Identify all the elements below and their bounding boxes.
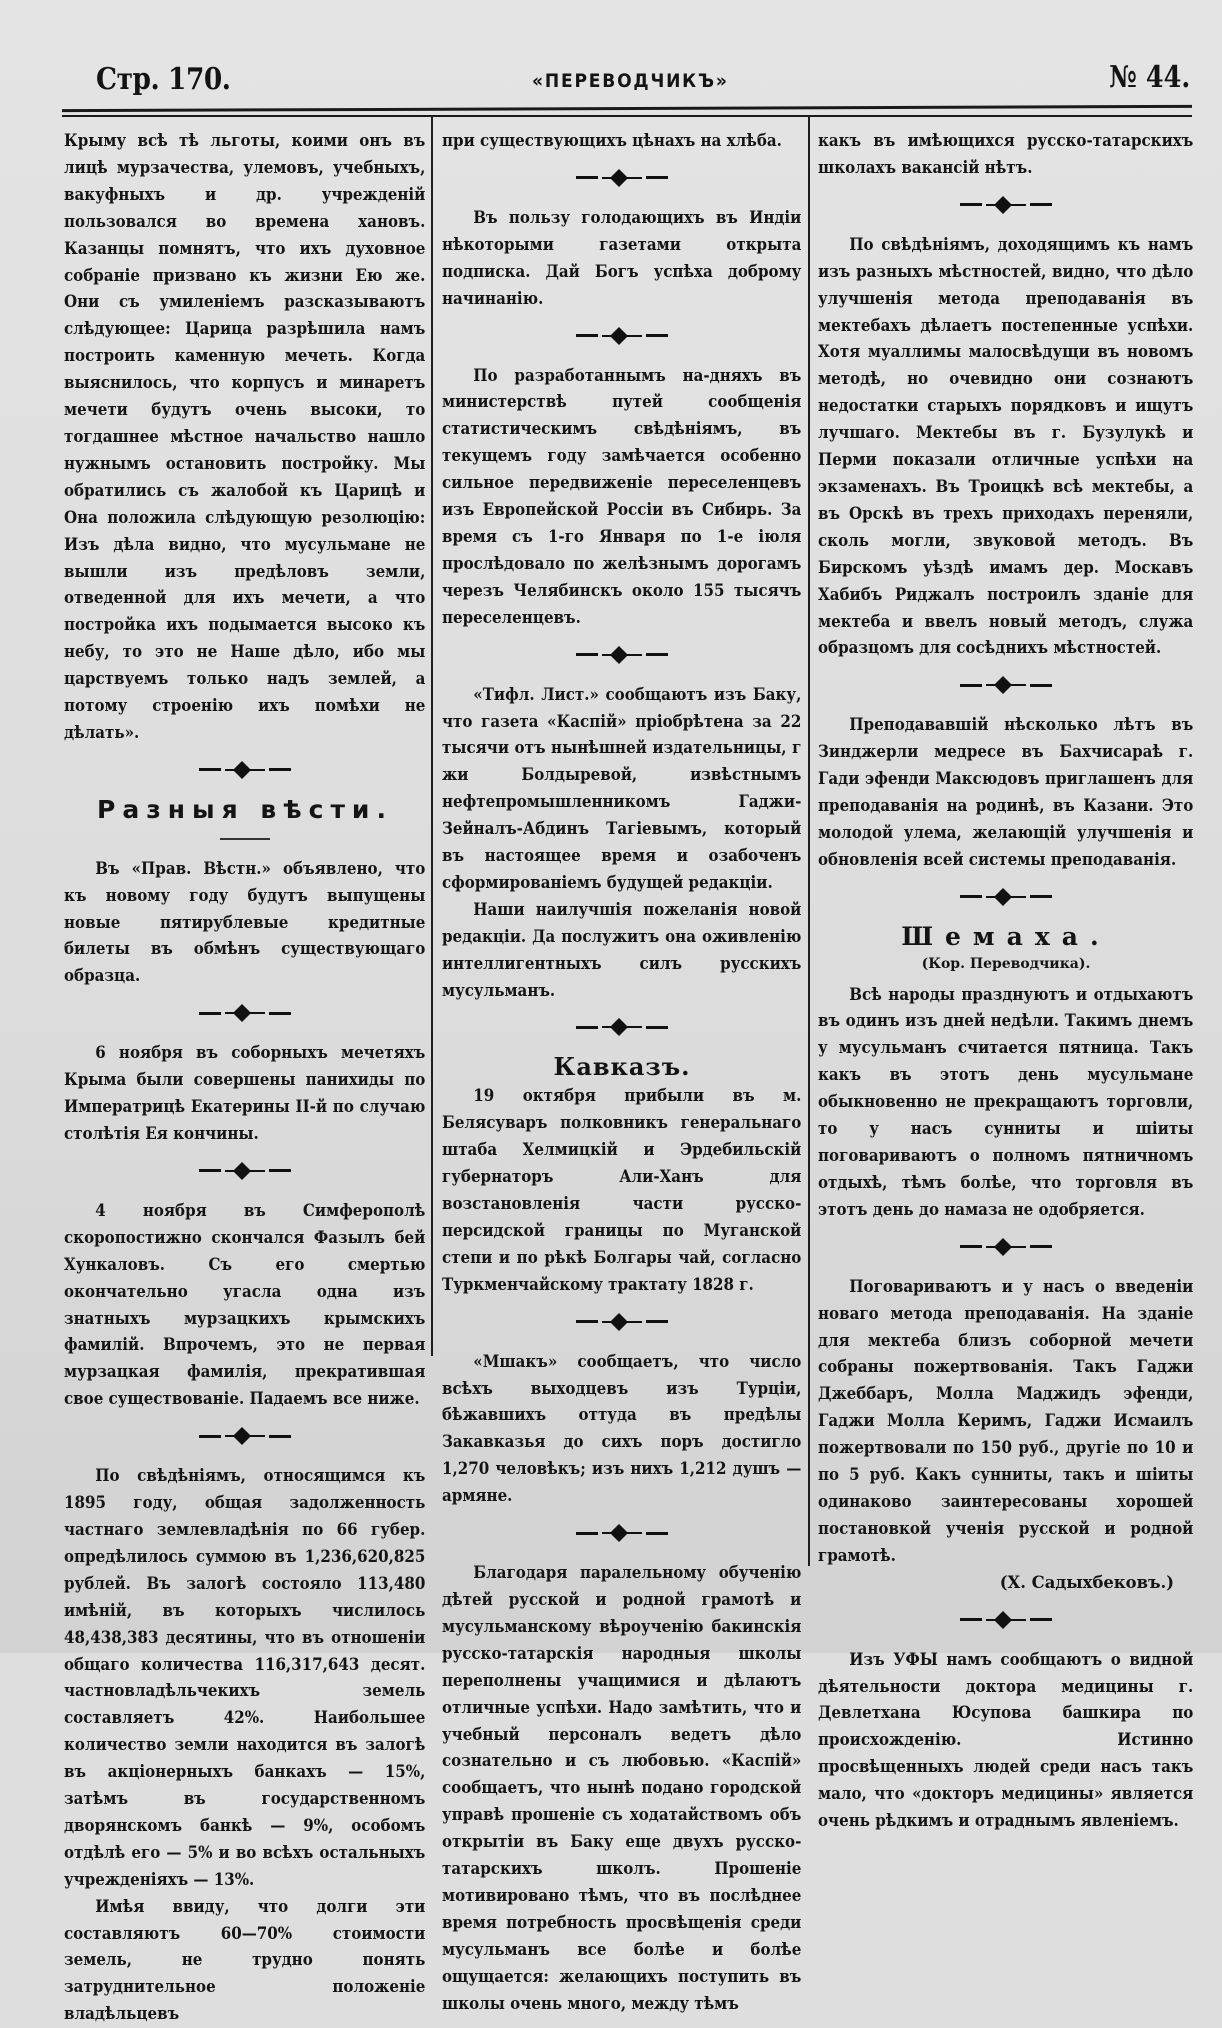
- column-divider-1: [431, 116, 433, 1356]
- article-paragraph: при существующихъ цѣнахъ на хлѣба.: [442, 131, 782, 150]
- ornament-divider: [64, 1417, 426, 1455]
- header-rule-bottom: [62, 115, 1192, 117]
- ornament-divider: [818, 666, 1194, 704]
- correspondent-byline: (Кор. Переводчика).: [921, 955, 1091, 972]
- ornament-divider: [442, 159, 802, 197]
- diamond-ornament-icon: [602, 647, 642, 663]
- section-heading: Кавказъ.: [553, 1052, 691, 1082]
- article-paragraph: Благодаря паралельному обученію дѣтей русской и родной грамотѣ и мусульманскому вѣроученію бакинскія русско-татарскія народныя школы переполнены учащимися и дѣлаютъ отличные успѣхи. Надо замѣтить, что и учебный персоналъ ведетъ дѣло сознательно и съ любовью. «Каспій» сообщаетъ, что нынѣ подано городской управѣ прошеніе съ ходатайствомъ объ открытіи въ Баку еще двухъ русско-татарскихъ школъ. Прошеніе мотивировано тѣмъ, что въ послѣднее время потребность просвѣщенія среди мусульманъ все болѣе и болѣе ощущается: желающихъ поступить въ школы очень много, между тѣмъ: [442, 1563, 802, 2013]
- diamond-ornament-icon: [225, 1428, 265, 1444]
- article-paragraph: Преподававшій нѣсколько лѣтъ въ Зинджерли медресе въ Бахчисараѣ г. Гади эфенди Максюдовъ приглашенъ для преподаванія на родинѣ, въ Казани. Это молодой улема, желающій улучшенія и обновленія всей системы преподаванія.: [818, 715, 1194, 869]
- diamond-ornament-icon: [602, 1314, 642, 1330]
- ornament-divider: [442, 1008, 802, 1046]
- article-paragraph: Изъ УФЫ намъ сообщаютъ о видной дѣятельности доктора медицины г. Девлетхана Юсупова башкира по происхожденію. Истинно просвѣщенныхъ людей среди насъ такъ мало, что «докторъ медицины» является очень рѣдкимъ и отраднымъ явленіемъ.: [818, 1649, 1194, 1831]
- article-paragraph: 4 ноября въ Симферополѣ скоропостижно скончался Фазылъ бей Хункаловъ. Съ его смертью окончательно угасла одна изъ знатныхъ мурзацкихъ крымскихъ фамилій. Впрочемъ, это не первая мурзацкая фамилія, прекратившая свое существованіе. Падаемъ все ниже.: [64, 1200, 426, 1409]
- issue-number: № 44.: [1109, 60, 1190, 95]
- section-heading: Шемаха.: [901, 921, 1111, 951]
- ornament-divider: [64, 751, 426, 789]
- ornament-divider: [818, 878, 1194, 916]
- article-paragraph: «Мшакъ» сообщаетъ, что число всѣхъ выходцевъ изъ Турціи, бѣжавшихъ оттуда въ предѣлы Закавказья до сихъ поръ достигло 1,270 человѣкъ; изъ нихъ 1,212 душъ — армяне.: [442, 1351, 802, 1506]
- column-2: [442, 128, 802, 2017]
- diamond-ornament-icon: [602, 1019, 642, 1035]
- diamond-ornament-icon: [602, 328, 642, 344]
- column-1: [64, 128, 426, 2028]
- ornament-divider: [442, 636, 802, 674]
- diamond-ornament-icon: [986, 889, 1026, 905]
- author-signature: (Х. Садыхбековъ.): [999, 1572, 1174, 1592]
- article-paragraph: Крыму всѣ тѣ льготы, коими онъ въ лицѣ мурзачества, улемовъ, учебныхъ, вакуфныхъ и др. учрежденій пользовался во времена хановъ. Казанцы помнятъ, что ихъ духовное собраніе призвано къ жизни Ею же. Они съ умиленіемъ разсказываютъ слѣдующее: Царица разрѣшила намъ построить каменную мечеть. Когда выяснилось, что корпусъ и минаретъ мечети будутъ очень высоки, то тогдашнее мѣстное начальство нашло нужнымъ остановить постройку. Мы обратились съ жалобой къ Царицѣ и Она положила слѣдующую резолюцію: Изъ дѣла видно, что мусульмане не вышли изъ предѣловъ земли, отведенной для ихъ мечети, а что постройка ихъ подымается высоко къ небу, то это не Наше дѣло, ибо мы царствуемъ только надъ землей, а потому строенію ихъ помѣхи не дѣлать».: [64, 131, 426, 742]
- diamond-ornament-icon: [602, 170, 642, 186]
- article-paragraph: 6 ноября въ соборныхъ мечетяхъ Крыма были совершены панихиды по Императрицѣ Екатерины II-й по случаю столѣтія Ея кончины.: [64, 1043, 426, 1143]
- small-rule: [64, 832, 426, 848]
- diamond-ornament-icon: [602, 1525, 642, 1541]
- diamond-ornament-icon: [986, 677, 1026, 693]
- article-paragraph: какъ въ имѣющихся русско-татарскихъ школахъ вакансій нѣтъ.: [818, 131, 1194, 177]
- diamond-ornament-icon: [986, 1239, 1026, 1255]
- article-paragraph: Всѣ народы празднуютъ и отдыхаютъ въ одинъ изъ дней недѣли. Такимъ днемъ у мусульманъ считается пятница. Такъ какъ въ этотъ день мусульмане обыкновенно не прекращаютъ торговли, то у насъ сунниты и шіиты поговариваютъ о полномъ пятничномъ отдыхѣ, тѣмъ болѣе, что торговля въ этотъ день до намаза не одобряется.: [818, 984, 1194, 1219]
- signature-line: [818, 1570, 1194, 1597]
- page-number: Стр. 170.: [96, 62, 231, 97]
- article-paragraph: «Тифл. Лист.» сообщаютъ изъ Баку, что газета «Каспій» пріобрѣтена за 22 тысячи отъ нынѣшней издательницы, г жи Болдыревой, извѣстнымъ нефтепромышленникомъ Гаджи-Зейналъ-Абдинъ Тагіевымъ, который въ настоящее время и озабоченъ сформированіемъ будущей редакціи.: [442, 684, 802, 892]
- column-divider-2: [808, 116, 810, 1566]
- article-paragraph: По разработаннымъ на-дняхъ въ министерствѣ путей сообщенія статистическимъ свѣдѣніямъ, въ текущемъ году замѣчается особенно сильное передвиженіе переселенцевъ изъ Европейской Россіи въ Сибирь. За время съ 1-го Января по 1-е іюля прослѣдовало по желѣзнымъ дорогамъ черезъ Челябинскъ около 155 тысячъ переселенцевъ.: [442, 365, 802, 627]
- ornament-divider: [442, 1303, 802, 1341]
- article-paragraph: Въ «Прав. Вѣстн.» объявлено, что къ новому году будутъ выпущены новые пятирублевые кредитные билеты въ обмѣнъ существующаго образца.: [64, 858, 426, 986]
- ornament-divider: [64, 994, 426, 1032]
- newspaper-title: «ПЕРЕВОДЧИКЪ»: [532, 70, 729, 92]
- masthead: [62, 62, 1192, 102]
- diamond-ornament-icon: [225, 1163, 265, 1179]
- column-3: [818, 128, 1194, 1835]
- ornament-divider: [818, 1228, 1194, 1266]
- diamond-ornament-icon: [986, 197, 1026, 213]
- article-paragraph: Наши наилучшія пожеланія новой редакціи. Да послужитъ она оживленію интеллигентныхъ силъ русскихъ мусульманъ.: [442, 899, 802, 1000]
- header-rule-top: [62, 105, 1192, 112]
- ornament-divider: [818, 186, 1194, 224]
- diamond-ornament-icon: [986, 1612, 1026, 1628]
- section-heading: Разныя вѣсти.: [97, 794, 393, 824]
- article-paragraph: 19 октября прибыли въ м. Белясуваръ полковникъ генеральнаго штаба Хелмицкій и Эрдебильскій губернаторъ Али-Ханъ для возстановленія части русско-персидской границы по Муганской степи и по рѣкѣ Болгары чай, согласно Туркменчайскому трактату 1828 г.: [442, 1086, 802, 1294]
- diamond-ornament-icon: [225, 762, 265, 778]
- ornament-divider: [442, 1514, 802, 1552]
- ornament-divider: [818, 1601, 1194, 1639]
- article-paragraph: Имѣя ввиду, что долги эти составляютъ 60—70% стоимости земель, не трудно понять затруднительное положеніе владѣльцевъ: [64, 1896, 426, 2024]
- diamond-ornament-icon: [225, 1005, 265, 1021]
- article-paragraph: По свѣдѣніямъ, доходящимъ къ намъ изъ разныхъ мѣстностей, видно, что дѣло улучшенія метода преподаванія въ мектебахъ дѣлаетъ постепенные успѣхи. Хотя муаллимы малосвѣдущи въ новомъ методѣ, но очевидно они сознаютъ недостатки старыхъ порядковъ и ищутъ лучшаго. Мектебы въ г. Бузулукѣ и Перми показали отличные успѣхи на экзаменахъ. Въ Троицкѣ всѣ мектебы, а въ Орскѣ въ трехъ приходахъ переняли, сколь могли, звуковой методъ. Въ Бирскомъ уѣздѣ имамъ дер. Москавъ Хабибъ Риджалъ построилъ зданіе для мектеба и ввелъ новый методъ, служа образцомъ для сосѣднихъ мѣстностей.: [818, 234, 1194, 658]
- article-paragraph: По свѣдѣніямъ, относящимся къ 1895 году, общая задолженность частнаго землевладѣнія по 66 губер. опредѣлилось суммою въ 1,236,620,825 рублей. Въ залогѣ состояло 113,480 имѣній, въ которыхъ числилось 48,438,383 десятины, что въ отношеніи общаго количества 116,317,643 десят. частновладѣльчекихъ земель составляетъ 42%. Наибольшее количество земли находится въ залогѣ въ акціонерныхъ банкахъ — 15%, затѣмъ въ государственномъ дворянскомъ банкѣ — 9%, особомъ отдѣлѣ его — 5% и во всѣхъ остальныхъ учрежденіяхъ — 13%.: [64, 1466, 426, 1889]
- ornament-divider: [442, 317, 802, 355]
- ornament-divider: [64, 1152, 426, 1190]
- article-paragraph: Въ пользу голодающихъ въ Индіи нѣкоторыми газетами открыта подписка. Дай Богъ успѣха доброму начинанію.: [442, 207, 802, 308]
- article-paragraph: Поговариваютъ и у насъ о введеніи новаго метода преподаванія. На зданіе для мектеба близъ соборной мечети собраны пожертвованія. Такъ Гаджи Джеббаръ, Молла Маджидъ эфенди, Гаджи Молла Керимъ, Гаджи Исмаилъ пожертвовали по 150 руб., другіе по 10 и по 5 руб. Какъ сунниты, такъ и шіиты одинаково заинтересованы хорошей постановкой ученія русской и родной грамотѣ.: [818, 1276, 1194, 1565]
